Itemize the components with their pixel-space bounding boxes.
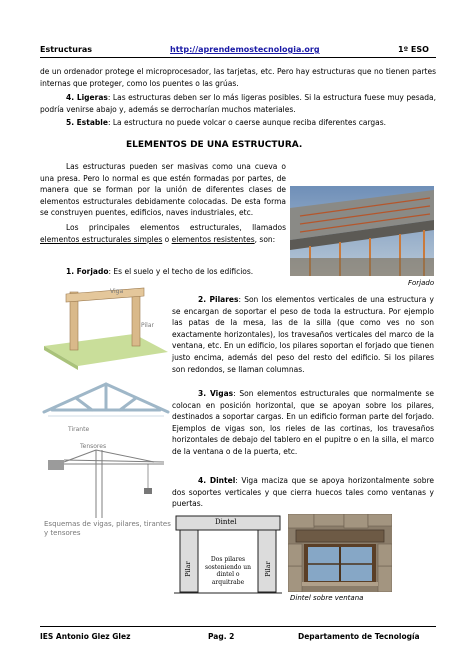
ligeras-text: : Las estructuras deben ser lo más ligeras posibles. Si la estructura fuese muy pesada, podría venirse abajo y, además se derrocharían muchos materiales.	[40, 93, 436, 114]
footer-page: Pag. 2	[208, 632, 235, 641]
p2-a: Los principales elementos estructurales, llamados	[66, 223, 286, 232]
section-paragraph-2	[40, 222, 286, 245]
forjado-label: 1. Forjado	[66, 267, 109, 276]
p2-underline-1: elementos estructurales simples	[40, 234, 163, 244]
forjado-caption: Forjado	[408, 279, 435, 287]
intro-item-estable	[40, 117, 436, 129]
dintel-label: 4. Dintel	[198, 476, 236, 485]
footer-right: Departamento de Tecnología	[298, 632, 420, 641]
pilares-label: 2. Pilares	[198, 295, 239, 304]
dintel-diagram-center-text: Dos pilares sosteniendo un dintel o arquitrabe	[204, 556, 252, 586]
estable-text: : La estructura no puede volcar o caerse aunque reciba diferentes cargas.	[107, 118, 387, 127]
viga-pilar-figure	[40, 284, 170, 374]
item-forjado	[40, 266, 290, 278]
item-dintel	[172, 475, 434, 510]
dintel-diagram-pilar-right: Pilar	[264, 561, 272, 577]
item-pilares	[172, 294, 434, 375]
header-rule	[40, 57, 436, 58]
section-paragraph-1: Las estructuras pueden ser masivas como una cueva o una presa. Pero lo normal es que estén formadas por partes, de manera que se forman por la unión de diferentes clases de elementos estructurales debidamente colocadas. De esta forma se construyen puentes, edificios, naves industriales, etc.	[40, 162, 286, 218]
forjado-photo	[290, 186, 434, 276]
footer-left: IES Antonio Glez Glez	[40, 632, 131, 641]
ligeras-label: 4. Ligeras	[66, 93, 108, 102]
viga-label: Viga	[110, 288, 124, 295]
tirante-label: Tirante	[68, 426, 90, 433]
item-vigas	[172, 388, 434, 458]
pilar-label: Pilar	[141, 322, 154, 329]
intro-item-ligeras	[40, 92, 436, 115]
header-left: Estructuras	[40, 45, 93, 54]
tensores-figure	[44, 448, 170, 520]
dintel-diagram-pilar-left: Pilar	[184, 561, 192, 577]
p2-underline-2: elementos resistentes	[171, 234, 255, 244]
tirante-figure	[42, 380, 170, 432]
forjado-text: : Es el suelo y el techo de los edificios.	[108, 267, 254, 276]
tensores-label: Tensores	[80, 443, 107, 450]
dintel-photo-caption: Dintel sobre ventana	[290, 594, 364, 602]
estable-label: 5. Estable	[66, 118, 108, 127]
p2-c: , son:	[254, 234, 276, 244]
section-title: ELEMENTOS DE UNA ESTRUCTURA.	[126, 140, 303, 150]
dintel-diagram-top: Dintel	[215, 518, 237, 526]
esquemas-caption: Esquemas de vigas, pilares, tirantes y tensores	[44, 520, 171, 537]
pilares-text: : Son los elementos verticales de una estructura y se encargan de soportar el peso de toda la estructura. Por ejemplo las patas de la mesa, las de la silla (que como ves no son exactamente horizontales), los travesaños verticales del marco de la ventana, etc. En un edificio, los pilares soportan el forjado que tienen justo encima, además del peso del resto del edificio. Si los pilares son redondos, se llaman columnas.	[172, 295, 434, 374]
intro-paragraph: de un ordenador protege el microprocesador, las tarjetas, etc. Pero hay estructuras que no tienen partes internas que proteger, como los puentes o las grúas.	[40, 67, 436, 88]
p2-b: o	[162, 234, 172, 244]
vigas-label: 3. Vigas	[198, 389, 234, 398]
vigas-text: : Son elementos estructurales que normalmente se colocan en posición horizontal, que se apoyan sobre los pilares, destinados a soportar cargas. En un edificio forman parte del forjado. Ejemplos de vigas son, los rieles de las cortinas, los travesaños horizontales de debajo del tablero en el pupitre o en la silla, el marco de la ventana o de la puerta, etc.	[172, 389, 434, 456]
dintel-text: : Viga maciza que se apoya horizontalmente sobre dos soportes verticales y que cierra huecos tales como ventanas y puertas.	[172, 476, 434, 509]
footer-rule	[40, 626, 436, 627]
header-right: 1º ESO	[398, 45, 429, 54]
header-link[interactable]: http://aprendemostecnologia.org	[170, 45, 320, 54]
dintel-photo	[288, 514, 392, 592]
